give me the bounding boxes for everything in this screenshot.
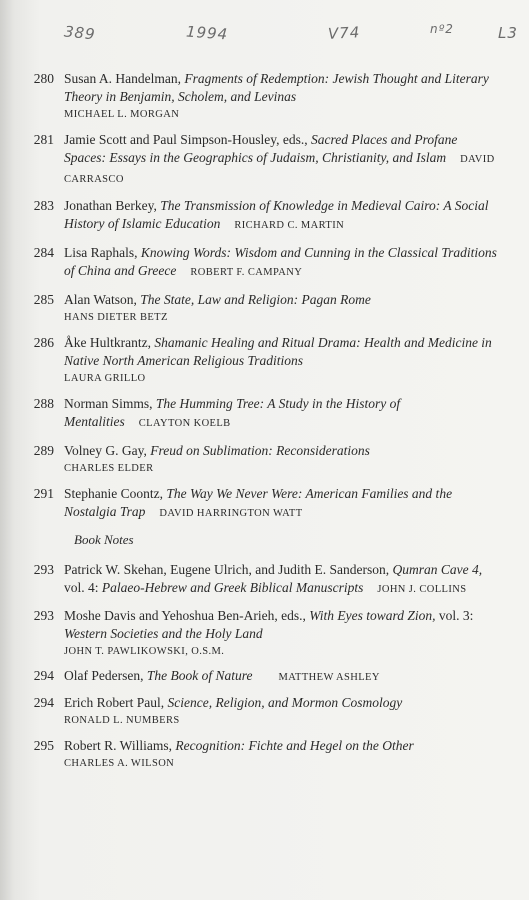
toc-entry bbox=[0, 607, 529, 659]
entry-author: Norman Simms, bbox=[64, 396, 156, 411]
page-number: 284 bbox=[33, 245, 54, 260]
entry-text bbox=[64, 197, 529, 235]
page-number: 288 bbox=[33, 396, 54, 411]
entry-title: Sacred Places and Profane Spaces: Essays in the Geographics of Judaism, Christianity, and Islam bbox=[64, 132, 458, 165]
entry-text bbox=[64, 561, 529, 599]
handwritten-call-number: 389 bbox=[63, 22, 97, 44]
entry-author: Olaf Pedersen, bbox=[64, 668, 147, 683]
entry-title: The State, Law and Religion: Pagan Rome bbox=[140, 292, 371, 307]
entry-reviewer: DAVID CARRASCO bbox=[64, 154, 495, 185]
toc-entry bbox=[0, 291, 529, 325]
handwritten-issue: nº2 bbox=[430, 22, 454, 36]
entry-author: Patrick W. Skehan, Eugene Ulrich, and Judith E. Sanderson, bbox=[64, 562, 393, 577]
toc-entry bbox=[0, 485, 529, 523]
toc-entry bbox=[0, 694, 529, 728]
table-of-contents bbox=[0, 70, 529, 771]
page-number: 280 bbox=[33, 71, 54, 86]
entry-author: Åke Hultkrantz, bbox=[64, 335, 155, 350]
entry-title: The Way We Never Were: American Families and the Nostalgia Trap bbox=[64, 486, 453, 519]
entry-title: Fragments of Redemption: Jewish Thought and Literary Theory in Benjamin, Scholem, and Levinas bbox=[64, 71, 489, 104]
entry-text bbox=[64, 395, 529, 433]
entry-reviewer: HANS DIETER BETZ bbox=[64, 312, 168, 323]
entry-volume: vol. 4: bbox=[64, 580, 102, 595]
handwritten-year: 1994 bbox=[185, 22, 229, 44]
entry-title: Shamanic Healing and Ritual Drama: Health and Medicine in Native North American Religious Traditions bbox=[64, 335, 492, 368]
book-notes-heading: Book Notes bbox=[74, 532, 134, 547]
entry-reviewer: CLAYTON KOELB bbox=[138, 418, 231, 429]
page-number: 285 bbox=[33, 292, 54, 307]
entry-title: Science, Religion, and Mormon Cosmology bbox=[167, 695, 403, 710]
entry-author: Moshe Davis and Yehoshua Ben-Arieh, eds., bbox=[64, 608, 310, 623]
entry-text bbox=[64, 70, 529, 122]
entry-reviewer: CHARLES ELDER bbox=[64, 463, 154, 474]
page-number: 291 bbox=[33, 486, 54, 501]
entry-text bbox=[64, 667, 529, 687]
entry-text bbox=[64, 442, 529, 476]
entry-volume: vol. 3: bbox=[435, 608, 474, 623]
entry-title: Freud on Sublimation: Reconsiderations bbox=[150, 443, 370, 458]
entry-author: Lisa Raphals, bbox=[64, 245, 141, 260]
entry-reviewer: ROBERT F. CAMPANY bbox=[190, 267, 303, 278]
page-number: 293 bbox=[33, 608, 54, 623]
entry-reviewer: JOHN T. PAWLIKOWSKI, O.S.M. bbox=[64, 646, 225, 657]
toc-entry bbox=[0, 244, 529, 282]
entry-author: Alan Watson, bbox=[64, 292, 141, 307]
page-number: 293 bbox=[33, 562, 54, 577]
page-number: 281 bbox=[33, 132, 54, 147]
entry-reviewer: JOHN J. COLLINS bbox=[377, 584, 467, 595]
handwritten-volume: V74 bbox=[327, 23, 361, 43]
page-number: 295 bbox=[33, 738, 54, 753]
entry-title: With Eyes toward Zion, bbox=[309, 608, 436, 623]
page-number: 283 bbox=[33, 198, 54, 213]
entry-title: The Book of Nature bbox=[146, 668, 253, 683]
entry-text bbox=[64, 737, 529, 771]
toc-entry bbox=[0, 197, 529, 235]
entry-text bbox=[64, 694, 529, 728]
entry-text bbox=[64, 485, 529, 523]
toc-entry bbox=[0, 334, 529, 386]
entry-text bbox=[64, 131, 529, 189]
entry-text bbox=[64, 291, 529, 325]
entry-subtitle: Palaeo-Hebrew and Greek Biblical Manuscripts bbox=[101, 580, 364, 595]
toc-entry bbox=[0, 395, 529, 433]
entry-title: Qumran Cave 4, bbox=[392, 562, 483, 577]
toc-entry bbox=[0, 70, 529, 122]
entry-author: Jamie Scott and Paul Simpson-Housley, eds., bbox=[64, 132, 311, 147]
entry-text bbox=[64, 334, 529, 386]
entry-reviewer: DAVID HARRINGTON WATT bbox=[159, 508, 303, 519]
entry-reviewer: MICHAEL L. MORGAN bbox=[64, 109, 180, 120]
entry-author: Jonathan Berkey, bbox=[64, 198, 161, 213]
entry-author: Erich Robert Paul, bbox=[64, 695, 168, 710]
entry-title: Knowing Words: Wisdom and Cunning in the Classical Traditions of China and Greece bbox=[64, 245, 497, 278]
handwritten-shelf: L3 bbox=[498, 24, 518, 42]
page-number: 294 bbox=[33, 695, 54, 710]
entry-subtitle: Western Societies and the Holy Land bbox=[64, 626, 263, 641]
entry-reviewer: RICHARD C. MARTIN bbox=[234, 220, 345, 231]
entry-reviewer: CHARLES A. WILSON bbox=[64, 758, 175, 769]
toc-entry bbox=[0, 442, 529, 476]
entry-author: Robert R. Williams, bbox=[64, 738, 176, 753]
entry-text bbox=[64, 607, 529, 659]
entry-author: Volney G. Gay, bbox=[64, 443, 151, 458]
toc-entry bbox=[0, 131, 529, 189]
entry-author: Susan A. Handelman, bbox=[64, 71, 185, 86]
entry-author: Stephanie Coontz, bbox=[64, 486, 167, 501]
toc-entry bbox=[0, 561, 529, 599]
entry-text bbox=[64, 244, 529, 282]
toc-entry bbox=[0, 667, 529, 687]
entry-reviewer: MATTHEW ASHLEY bbox=[278, 672, 380, 683]
page-number: 294 bbox=[33, 668, 54, 683]
entry-reviewer: RONALD L. NUMBERS bbox=[64, 715, 180, 726]
entry-reviewer: LAURA GRILLO bbox=[64, 373, 146, 384]
page-number: 286 bbox=[33, 335, 54, 350]
page-number: 289 bbox=[33, 443, 54, 458]
toc-entry bbox=[0, 737, 529, 771]
entry-title: The Humming Tree: A Study in the History of Mentalities bbox=[64, 396, 401, 429]
entry-title: Recognition: Fichte and Hegel on the Other bbox=[175, 738, 414, 753]
entry-title: The Transmission of Knowledge in Medieval Cairo: A Social History of Islamic Education bbox=[64, 198, 489, 231]
handwritten-annotation bbox=[0, 24, 529, 54]
